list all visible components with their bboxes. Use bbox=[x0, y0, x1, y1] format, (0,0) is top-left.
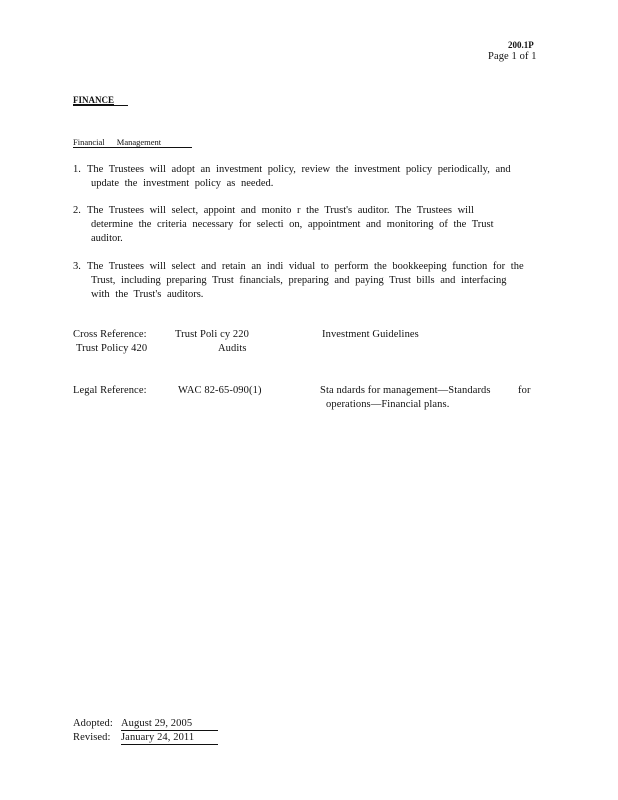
adopted-label: Adopted: bbox=[73, 718, 113, 729]
item-number: 1. bbox=[73, 164, 81, 175]
cross-reference-policy: Trust Poli cy 220 bbox=[175, 329, 249, 340]
cross-reference-title: Investment Guidelines bbox=[322, 329, 419, 340]
policy-item-3 bbox=[73, 260, 538, 304]
section-subtitle-text: Financial Management bbox=[73, 137, 162, 147]
section-subtitle bbox=[73, 137, 161, 147]
item-line: The Trustees will select and retain an indi vidual to perform the bookkeeping function for the bbox=[87, 261, 524, 272]
legal-reference-description: operations—Financial plans. bbox=[326, 399, 450, 410]
cross-reference-policy: Trust Policy 420 bbox=[76, 343, 148, 354]
policy-item-2 bbox=[73, 204, 538, 248]
legal-reference-description: Sta ndards for management—Standards bbox=[320, 385, 491, 396]
item-line: update the investment policy as needed. bbox=[91, 178, 274, 189]
item-line: Trust, including preparing Trust financials, preparing and paying Trust bills and interfacing bbox=[91, 275, 507, 286]
legal-reference-description: for bbox=[518, 385, 531, 396]
item-line: auditor. bbox=[91, 233, 123, 244]
item-number: 3. bbox=[73, 261, 81, 272]
section-title-underline bbox=[73, 105, 128, 106]
revised-date-underline bbox=[121, 744, 218, 745]
item-line: determine the criteria necessary for selecti on, appointment and monitoring of the Trust bbox=[91, 219, 494, 230]
adopted-date-underline bbox=[121, 730, 218, 731]
legal-reference-code: WAC 82-65-090(1) bbox=[178, 385, 262, 396]
legal-reference-label: Legal Reference: bbox=[73, 385, 147, 396]
section-subtitle-underline bbox=[73, 147, 192, 148]
item-line: with the Trust's auditors. bbox=[91, 289, 204, 300]
item-number: 2. bbox=[73, 205, 81, 216]
cross-reference-title: Audits bbox=[218, 343, 247, 354]
adopted-date: August 29, 2005 bbox=[121, 718, 193, 729]
section-title-text: FINANCE bbox=[73, 95, 115, 105]
section-title bbox=[73, 95, 128, 105]
policy-item-1 bbox=[73, 163, 538, 193]
item-line: The Trustees will adopt an investment policy, review the investment policy periodically, and bbox=[87, 164, 511, 175]
revised-date: January 24, 2011 bbox=[121, 732, 195, 743]
cross-reference-label: Cross Reference: bbox=[73, 329, 147, 340]
revised-label: Revised: bbox=[73, 732, 111, 743]
item-line: The Trustees will select, appoint and monito r the Trust's auditor. The Trustees will bbox=[87, 205, 474, 216]
page-label: Page 1 of 1 bbox=[488, 51, 537, 62]
policy-number: 200.1P bbox=[508, 40, 534, 50]
